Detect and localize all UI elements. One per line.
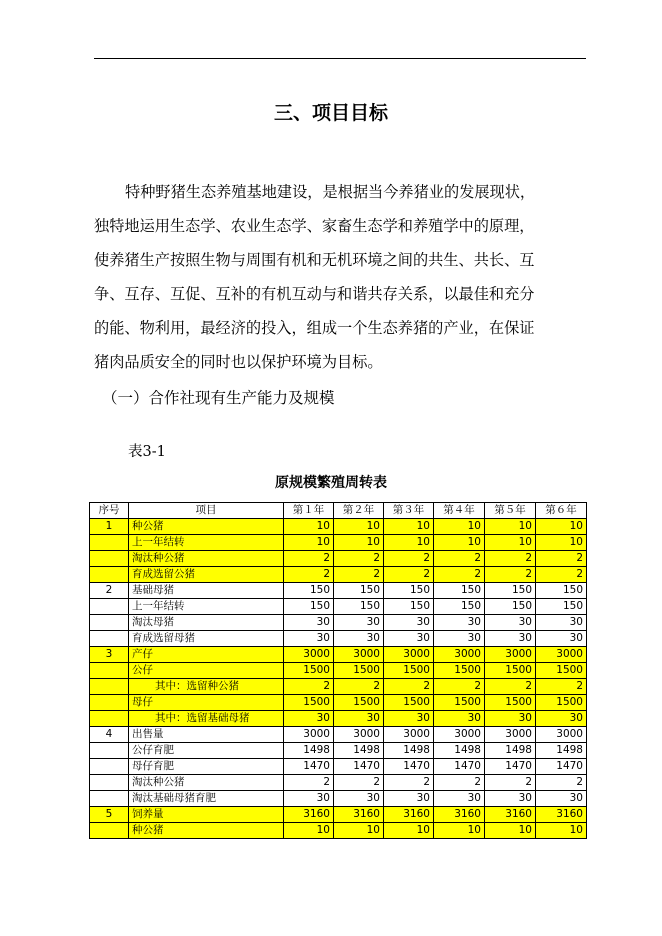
row-value-year-5: 1500	[485, 663, 536, 679]
row-value-year-3: 30	[384, 631, 434, 647]
table-header-row	[90, 503, 587, 519]
row-value-year-1: 3160	[284, 807, 334, 823]
row-value-year-4: 1500	[434, 695, 485, 711]
row-value-year-2: 1500	[334, 663, 384, 679]
row-value-year-2: 2	[334, 551, 384, 567]
row-value-year-2: 1500	[334, 695, 384, 711]
row-value-year-1: 10	[284, 823, 334, 839]
row-value-year-5: 2	[485, 567, 536, 583]
row-value-year-1: 150	[284, 599, 334, 615]
body-paragraph	[94, 175, 586, 379]
row-seq: 1	[90, 519, 129, 535]
row-value-year-6: 2	[536, 775, 587, 791]
row-item: 种公猪	[129, 519, 284, 535]
row-value-year-5: 2	[485, 775, 536, 791]
row-value-year-5: 150	[485, 583, 536, 599]
row-value-year-5: 30	[485, 791, 536, 807]
row-seq	[90, 567, 129, 583]
paragraph-line: 猪肉品质安全的同时也以保护环境为目标。	[94, 353, 383, 371]
table-row	[90, 583, 587, 599]
row-value-year-3: 30	[384, 791, 434, 807]
row-value-year-3: 1500	[384, 695, 434, 711]
row-value-year-1: 30	[284, 711, 334, 727]
table-row	[90, 791, 587, 807]
row-value-year-6: 1500	[536, 695, 587, 711]
rotation-table	[89, 502, 587, 839]
row-value-year-3: 10	[384, 519, 434, 535]
row-value-year-6: 30	[536, 711, 587, 727]
row-seq	[90, 631, 129, 647]
table-row	[90, 695, 587, 711]
row-value-year-1: 30	[284, 631, 334, 647]
table-row	[90, 535, 587, 551]
header-seq: 序号	[90, 503, 129, 519]
table-label: 表3-1	[128, 444, 166, 460]
row-seq	[90, 615, 129, 631]
row-seq: 3	[90, 647, 129, 663]
row-value-year-5: 1498	[485, 743, 536, 759]
row-value-year-6: 10	[536, 535, 587, 551]
row-value-year-6: 3160	[536, 807, 587, 823]
row-value-year-5: 10	[485, 519, 536, 535]
row-value-year-6: 2	[536, 567, 587, 583]
header-year-1: 第１年	[284, 503, 334, 519]
row-seq	[90, 791, 129, 807]
table-row	[90, 759, 587, 775]
row-value-year-3: 30	[384, 711, 434, 727]
row-item: 公仔育肥	[129, 743, 284, 759]
row-value-year-3: 3160	[384, 807, 434, 823]
subsection-heading: （一）合作社现有生产能力及规模	[102, 389, 335, 407]
row-value-year-2: 1498	[334, 743, 384, 759]
row-item: 其中：选留基础母猪	[129, 711, 284, 727]
row-value-year-3: 1470	[384, 759, 434, 775]
row-seq	[90, 759, 129, 775]
table-row	[90, 615, 587, 631]
row-value-year-4: 30	[434, 791, 485, 807]
paragraph-line: 使养猪生产按照生物与周围有机和无机环境之间的共生、共长、互	[94, 251, 535, 269]
table-row	[90, 519, 587, 535]
row-seq	[90, 711, 129, 727]
table-row	[90, 775, 587, 791]
row-seq	[90, 743, 129, 759]
row-value-year-4: 1498	[434, 743, 485, 759]
row-value-year-6: 30	[536, 791, 587, 807]
header-item: 项目	[129, 503, 284, 519]
row-value-year-4: 3000	[434, 727, 485, 743]
row-value-year-6: 2	[536, 679, 587, 695]
row-value-year-2: 2	[334, 775, 384, 791]
row-value-year-4: 2	[434, 775, 485, 791]
row-value-year-3: 150	[384, 583, 434, 599]
row-item: 育成选留公猪	[129, 567, 284, 583]
row-value-year-5: 3160	[485, 807, 536, 823]
row-value-year-5: 2	[485, 679, 536, 695]
row-value-year-3: 3000	[384, 647, 434, 663]
table-row	[90, 743, 587, 759]
row-value-year-5: 30	[485, 631, 536, 647]
row-value-year-4: 2	[434, 679, 485, 695]
row-seq	[90, 663, 129, 679]
row-value-year-2: 2	[334, 567, 384, 583]
row-value-year-6: 1470	[536, 759, 587, 775]
row-item: 母仔育肥	[129, 759, 284, 775]
row-value-year-5: 30	[485, 711, 536, 727]
row-seq: 5	[90, 807, 129, 823]
row-value-year-4: 3000	[434, 647, 485, 663]
row-item: 淘汰种公猪	[129, 551, 284, 567]
row-value-year-6: 3000	[536, 647, 587, 663]
row-item: 基础母猪	[129, 583, 284, 599]
row-seq	[90, 679, 129, 695]
table-row	[90, 679, 587, 695]
row-value-year-1: 1470	[284, 759, 334, 775]
row-value-year-2: 3000	[334, 647, 384, 663]
row-value-year-5: 10	[485, 535, 536, 551]
row-value-year-1: 2	[284, 567, 334, 583]
row-seq	[90, 551, 129, 567]
row-seq: 4	[90, 727, 129, 743]
table-row	[90, 599, 587, 615]
row-value-year-2: 2	[334, 679, 384, 695]
row-seq	[90, 695, 129, 711]
row-value-year-3: 1498	[384, 743, 434, 759]
row-value-year-5: 2	[485, 551, 536, 567]
row-item: 淘汰母猪	[129, 615, 284, 631]
row-value-year-2: 10	[334, 823, 384, 839]
header-year-2: 第２年	[334, 503, 384, 519]
row-value-year-3: 10	[384, 823, 434, 839]
row-value-year-1: 3000	[284, 647, 334, 663]
row-value-year-1: 2	[284, 775, 334, 791]
row-value-year-2: 30	[334, 615, 384, 631]
table-row	[90, 551, 587, 567]
row-value-year-1: 10	[284, 535, 334, 551]
row-seq	[90, 599, 129, 615]
table-row	[90, 567, 587, 583]
row-seq	[90, 535, 129, 551]
row-value-year-3: 10	[384, 535, 434, 551]
row-value-year-4: 30	[434, 615, 485, 631]
row-value-year-4: 1500	[434, 663, 485, 679]
row-value-year-3: 2	[384, 551, 434, 567]
row-value-year-5: 10	[485, 823, 536, 839]
row-item: 上一年结转	[129, 535, 284, 551]
row-value-year-4: 2	[434, 567, 485, 583]
row-value-year-1: 150	[284, 583, 334, 599]
row-value-year-6: 150	[536, 583, 587, 599]
row-value-year-2: 3000	[334, 727, 384, 743]
row-value-year-2: 30	[334, 791, 384, 807]
row-value-year-5: 3000	[485, 727, 536, 743]
table-row	[90, 807, 587, 823]
row-value-year-1: 2	[284, 679, 334, 695]
row-item: 其中：选留种公猪	[129, 679, 284, 695]
row-value-year-5: 1500	[485, 695, 536, 711]
table-row	[90, 823, 587, 839]
table-row	[90, 663, 587, 679]
row-value-year-2: 30	[334, 631, 384, 647]
header-year-6: 第６年	[536, 503, 587, 519]
header-year-3: 第３年	[384, 503, 434, 519]
paragraph-line: 独特地运用生态学、农业生态学、家畜生态学和养殖学中的原理，	[94, 217, 535, 235]
paragraph-line: 的能、物利用，最经济的投入，组成一个生态养猪的产业，在保证	[94, 319, 535, 337]
row-value-year-2: 30	[334, 711, 384, 727]
row-item: 育成选留母猪	[129, 631, 284, 647]
row-value-year-4: 10	[434, 519, 485, 535]
paragraph-line: 争、互存、互促、互补的有机互动与和谐共存关系，以最佳和充分	[94, 285, 535, 303]
row-value-year-2: 10	[334, 535, 384, 551]
row-value-year-6: 1498	[536, 743, 587, 759]
row-value-year-6: 30	[536, 631, 587, 647]
row-value-year-6: 30	[536, 615, 587, 631]
row-item: 母仔	[129, 695, 284, 711]
table-row	[90, 711, 587, 727]
row-value-year-1: 30	[284, 615, 334, 631]
row-value-year-4: 1470	[434, 759, 485, 775]
row-value-year-1: 10	[284, 519, 334, 535]
row-item: 出售量	[129, 727, 284, 743]
row-value-year-4: 10	[434, 823, 485, 839]
row-value-year-1: 1500	[284, 663, 334, 679]
paragraph-line: 特种野猪生态养殖基地建设，是根据当今养猪业的发展现状，	[125, 183, 536, 201]
row-item: 种公猪	[129, 823, 284, 839]
row-value-year-6: 1500	[536, 663, 587, 679]
row-item: 饲养量	[129, 807, 284, 823]
row-value-year-4: 3160	[434, 807, 485, 823]
row-value-year-4: 30	[434, 631, 485, 647]
row-item: 公仔	[129, 663, 284, 679]
row-value-year-5: 3000	[485, 647, 536, 663]
row-value-year-3: 2	[384, 567, 434, 583]
row-value-year-1: 3000	[284, 727, 334, 743]
header-rule	[94, 58, 586, 59]
row-value-year-1: 30	[284, 791, 334, 807]
table-title: 原规模繁殖周转表	[275, 475, 387, 491]
row-value-year-3: 150	[384, 599, 434, 615]
row-value-year-3: 2	[384, 679, 434, 695]
table-row	[90, 727, 587, 743]
row-value-year-2: 150	[334, 599, 384, 615]
row-value-year-5: 30	[485, 615, 536, 631]
row-value-year-4: 2	[434, 551, 485, 567]
row-value-year-1: 1498	[284, 743, 334, 759]
row-item: 淘汰基础母猪育肥	[129, 791, 284, 807]
row-value-year-6: 10	[536, 519, 587, 535]
row-value-year-1: 2	[284, 551, 334, 567]
row-value-year-6: 3000	[536, 727, 587, 743]
row-value-year-5: 1470	[485, 759, 536, 775]
header-year-4: 第４年	[434, 503, 485, 519]
row-value-year-3: 2	[384, 775, 434, 791]
row-item: 淘汰种公猪	[129, 775, 284, 791]
row-seq: 2	[90, 583, 129, 599]
row-value-year-4: 150	[434, 599, 485, 615]
row-seq	[90, 775, 129, 791]
row-seq	[90, 823, 129, 839]
row-value-year-3: 1500	[384, 663, 434, 679]
row-value-year-4: 150	[434, 583, 485, 599]
row-value-year-5: 150	[485, 599, 536, 615]
row-value-year-1: 1500	[284, 695, 334, 711]
row-value-year-3: 30	[384, 615, 434, 631]
row-item: 产仔	[129, 647, 284, 663]
row-value-year-6: 150	[536, 599, 587, 615]
row-value-year-6: 2	[536, 551, 587, 567]
row-value-year-3: 3000	[384, 727, 434, 743]
header-year-5: 第５年	[485, 503, 536, 519]
row-item: 上一年结转	[129, 599, 284, 615]
row-value-year-2: 1470	[334, 759, 384, 775]
table-row	[90, 631, 587, 647]
row-value-year-4: 10	[434, 535, 485, 551]
row-value-year-2: 3160	[334, 807, 384, 823]
section-title: 三、项目目标	[273, 102, 388, 124]
row-value-year-4: 30	[434, 711, 485, 727]
row-value-year-2: 10	[334, 519, 384, 535]
table-row	[90, 647, 587, 663]
row-value-year-2: 150	[334, 583, 384, 599]
row-value-year-6: 10	[536, 823, 587, 839]
